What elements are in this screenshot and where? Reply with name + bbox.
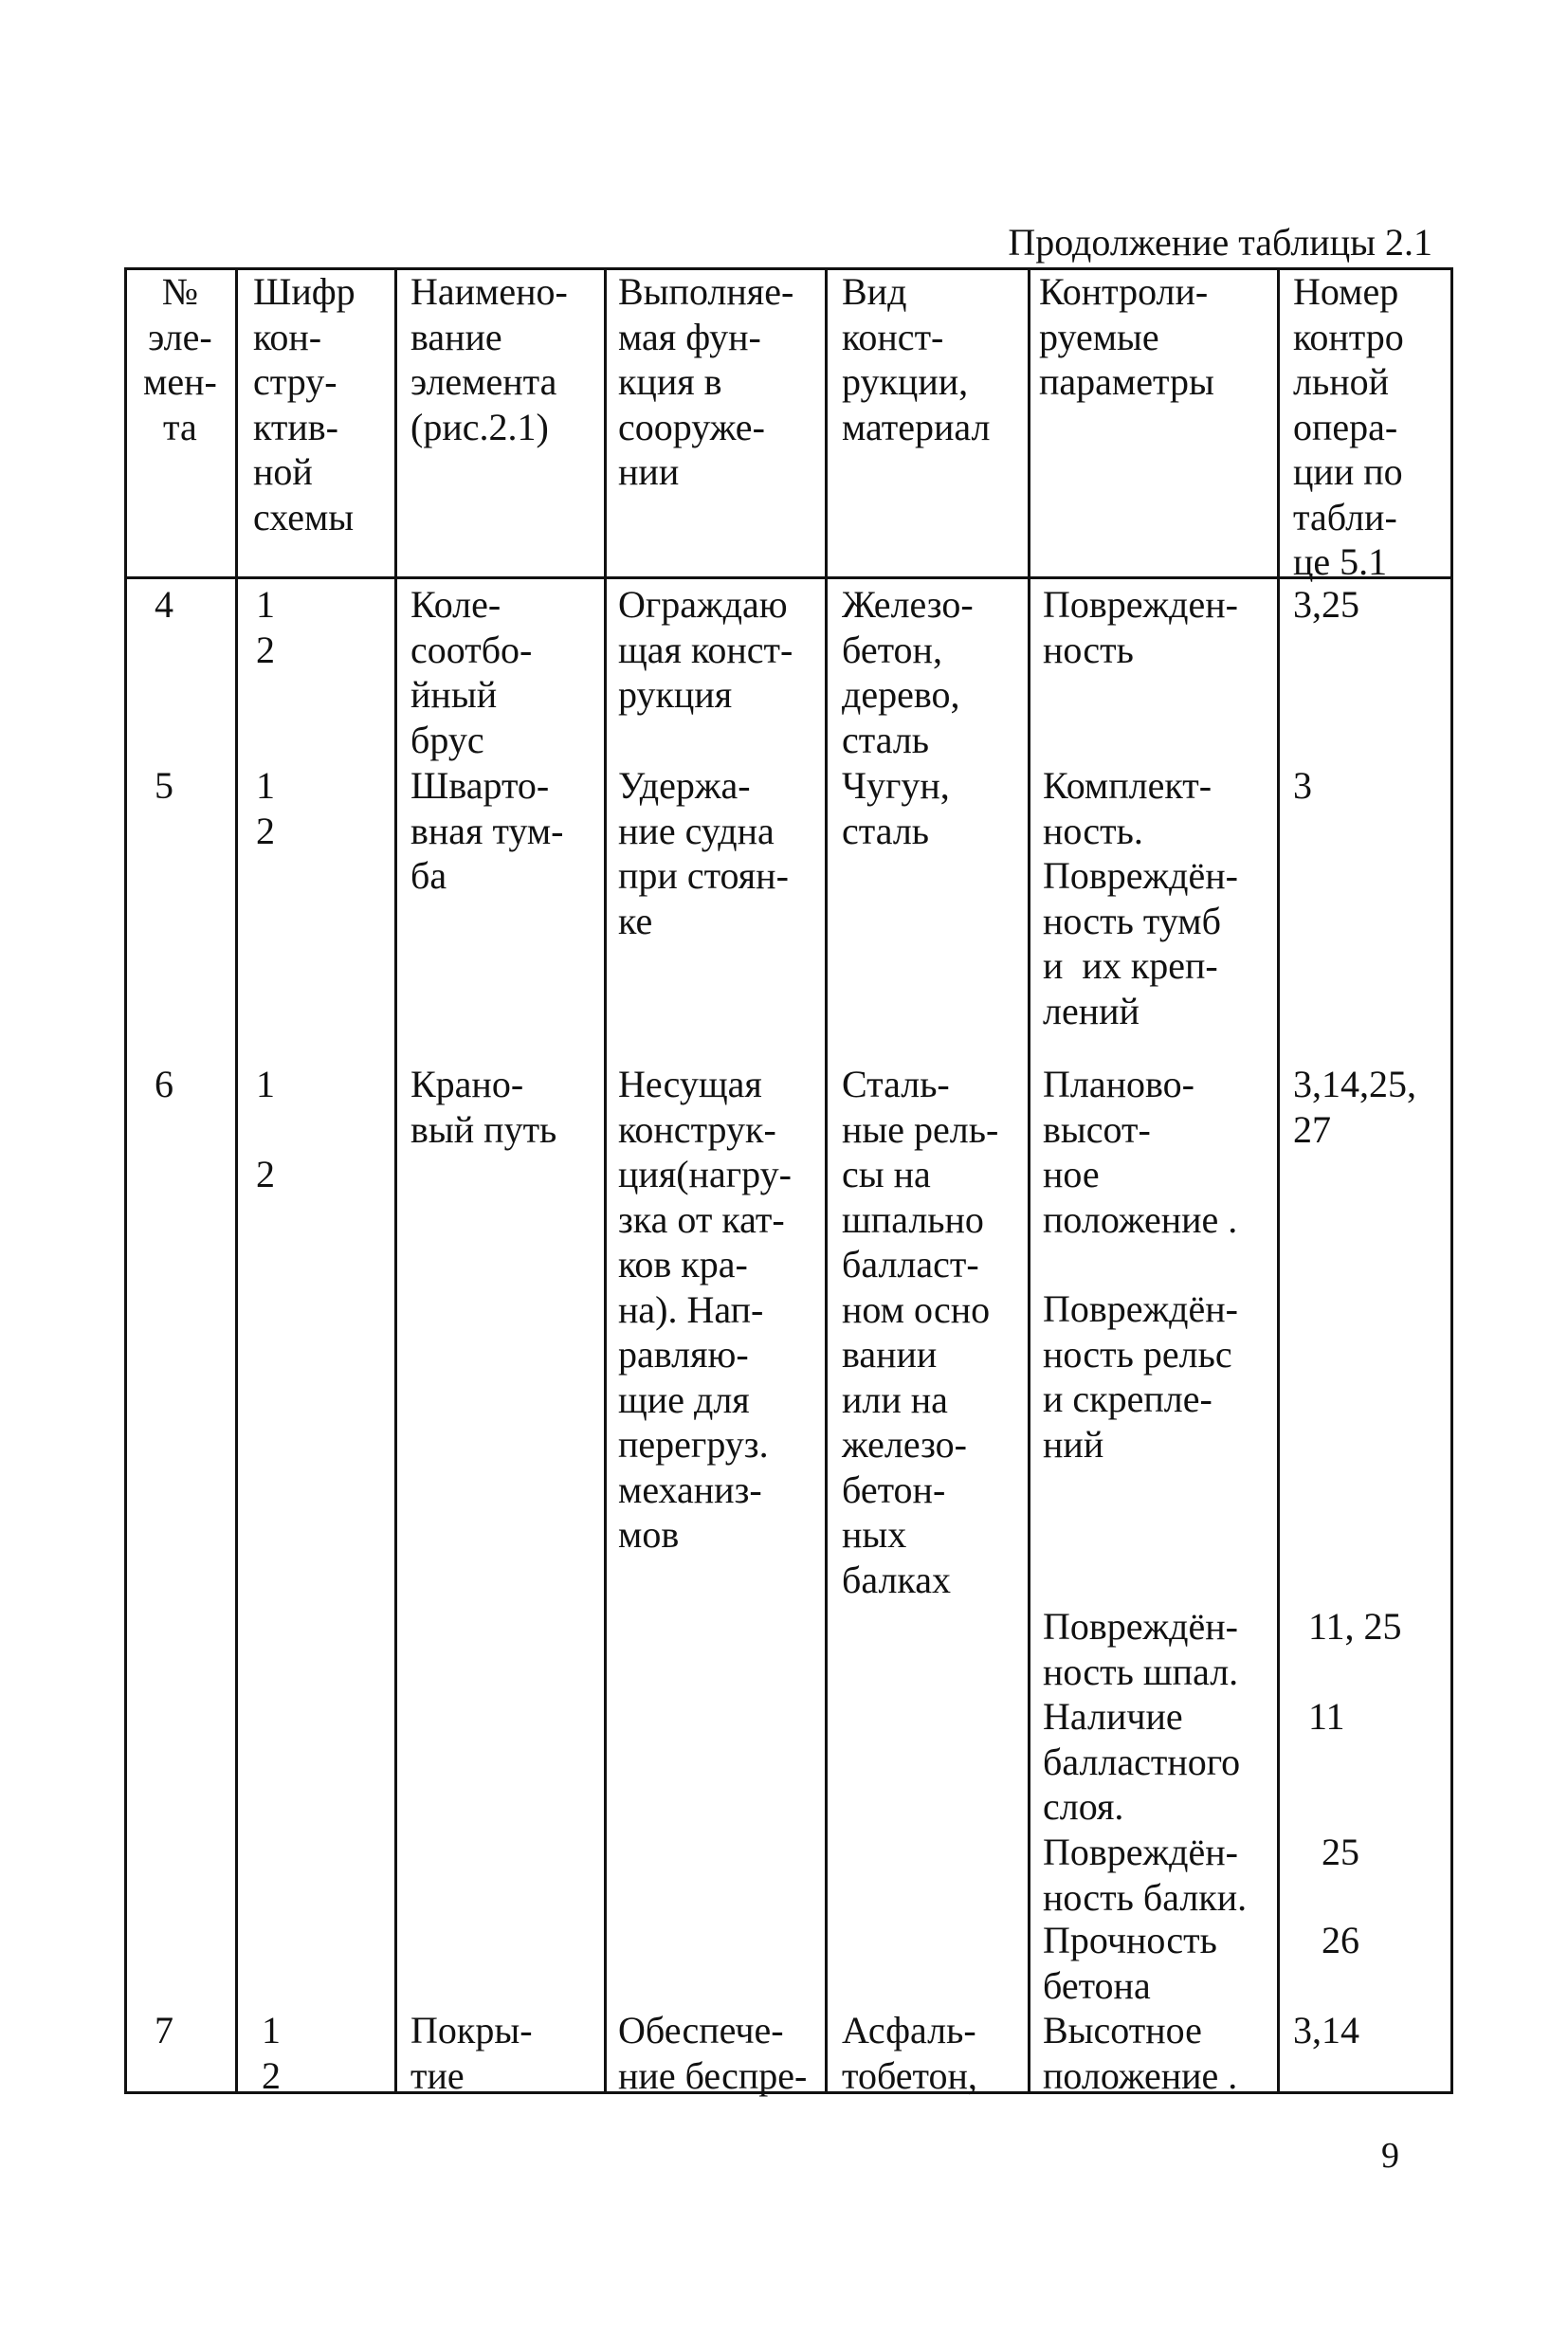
- row-operation: 3,14: [1293, 2009, 1359, 2051]
- row-code: 1 2: [256, 583, 275, 671]
- table-continuation-caption: Продолжение таблицы 2.1: [1008, 221, 1432, 264]
- row-parameters-2: Повреждён- ность рельс и скрепле- ний: [1043, 1287, 1238, 1466]
- sub-item-parameter: Повреждён- ность балки.: [1043, 1831, 1248, 1919]
- row-construction: Сталь- ные рель- сы на шпально балласт- ном осно вании или на железо- бетон- ных балках: [842, 1063, 999, 1601]
- header-construction: Вид конст- рукции, материал: [842, 270, 991, 448]
- row-operation: 3,25: [1293, 583, 1359, 626]
- row-num: 6: [155, 1063, 173, 1105]
- sub-item-operation: 26: [1322, 1919, 1359, 1961]
- row-name: Крано- вый путь: [410, 1063, 557, 1151]
- row-code: 1 2: [262, 2009, 281, 2097]
- sub-item-parameter: Наличие балластного слоя.: [1043, 1695, 1241, 1828]
- row-operation: 3: [1293, 764, 1312, 807]
- row-construction: Асфаль- тобетон,: [842, 2009, 977, 2097]
- row-num: 7: [155, 2009, 173, 2051]
- row-name: Шварто- вная тум- ба: [410, 764, 564, 897]
- header-bottom-border: [124, 576, 1453, 579]
- table-left-border: [124, 267, 127, 2094]
- row-construction: Чугун, сталь: [842, 764, 950, 852]
- header-operation: Номер контро льной опера- ции по табли- це 5.1: [1293, 270, 1404, 583]
- row-parameters: Поврежден- ность: [1043, 583, 1238, 671]
- column-divider: [1277, 267, 1280, 2094]
- row-parameters: Высотное положение .: [1043, 2009, 1238, 2097]
- sub-item-operation: 11: [1308, 1695, 1345, 1738]
- row-function: Обеспече- ние беспре-: [618, 2009, 808, 2097]
- row-code: 1 2: [256, 764, 275, 852]
- row-construction: Железо- бетон, дерево, сталь: [842, 583, 974, 761]
- row-name: Покры- тие: [410, 2009, 533, 2097]
- column-divider: [604, 267, 607, 2094]
- sub-item-parameter: Повреждён- ность шпал.: [1043, 1605, 1239, 1693]
- row-parameters: Комплект- ность. Повреждён- ность тумб и их креп- лений: [1043, 764, 1238, 1032]
- column-divider: [1028, 267, 1030, 2094]
- header-num: № эле- мен- та: [143, 270, 217, 448]
- table-right-border: [1450, 267, 1453, 2094]
- row-code-2: 2: [256, 1153, 275, 1195]
- row-function: Несущая конструк- ция(нагру- зка от кат- ков кра- на). Нап- равляю- щие для перегруз. механиз- мов: [618, 1063, 792, 1556]
- page-number: 9: [1381, 2136, 1399, 2176]
- header-name: Наимено- вание элемента (рис.2.1): [410, 270, 568, 448]
- sub-item-operation: 11, 25: [1308, 1605, 1402, 1648]
- row-num: 4: [155, 583, 173, 626]
- column-divider: [394, 267, 397, 2094]
- sub-item-parameter: Прочность бетона: [1043, 1919, 1217, 2007]
- sub-item-operation: 25: [1322, 1831, 1359, 1873]
- row-function: Удержа- ние судна при стоян- ке: [618, 764, 789, 942]
- column-divider: [825, 267, 828, 2094]
- row-name: Коле- соотбо- йный брус: [410, 583, 533, 761]
- row-function: Ограждаю щая конст- рукция: [618, 583, 793, 716]
- header-code: Шифр кон- стру- ктив- ной схемы: [253, 270, 356, 538]
- row-parameters-1: Планово- высот- ное положение .: [1043, 1063, 1238, 1241]
- row-operation-1: 3,14,25, 27: [1293, 1063, 1416, 1151]
- row-code-1: 1: [256, 1063, 275, 1105]
- column-divider: [235, 267, 238, 2094]
- header-parameters: Контроли- руемые параметры: [1039, 270, 1214, 403]
- row-num: 5: [155, 764, 173, 807]
- header-function: Выполняе- мая фун- кция в сооруже- нии: [618, 270, 794, 493]
